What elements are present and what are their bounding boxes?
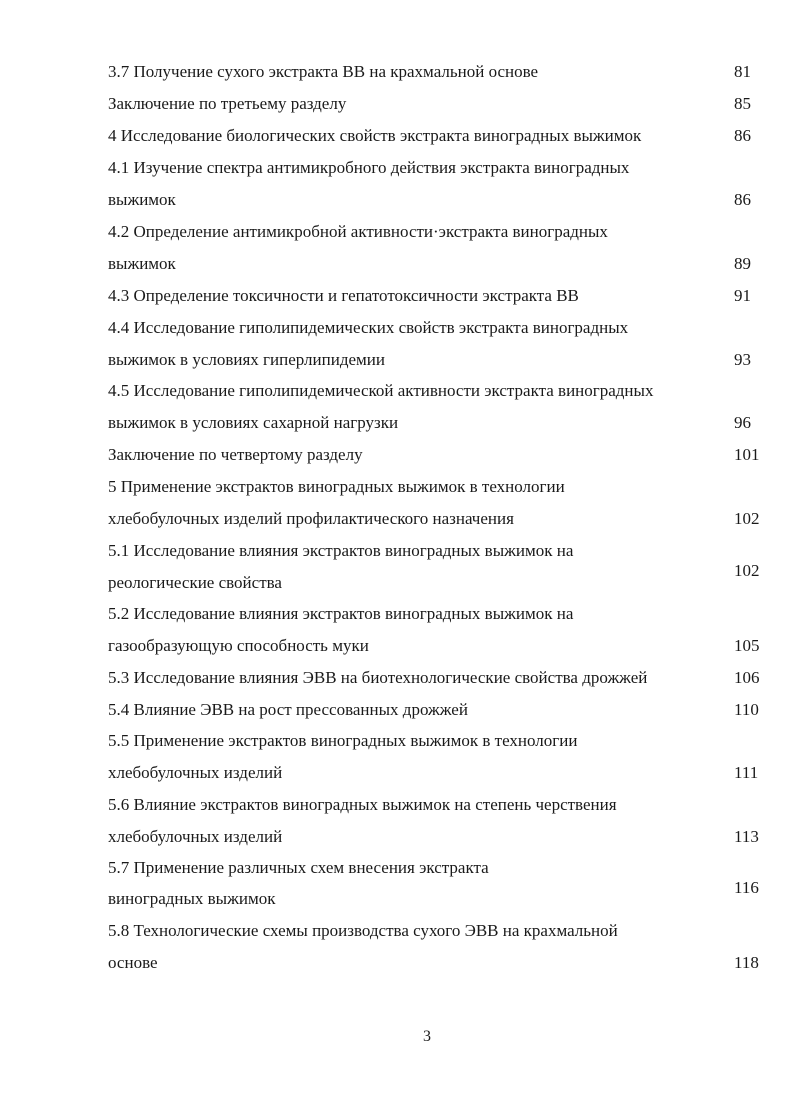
toc-entry-page: 101	[734, 445, 760, 464]
toc-entry-page: 110	[734, 700, 759, 719]
toc-entry-line: 4.2 Определение антимикробной активности·экстракта виноградных	[108, 222, 608, 241]
toc-entry-line: выжимок	[108, 254, 176, 273]
toc-entry-line: 5.8 Технологические схемы производства сухого ЭВВ на крахмальной	[108, 921, 618, 940]
toc-entry-page: 86	[734, 190, 751, 209]
toc-entry-line: 5 Применение экстрактов виноградных выжимок в технологии	[108, 477, 565, 496]
toc-entry-page: 106	[734, 668, 760, 687]
toc-entry-line: 5.3 Исследование влияния ЭВВ на биотехнологические свойства дрожжей	[108, 668, 648, 687]
toc-entry-line: хлебобулочных изделий профилактического назначения	[108, 509, 514, 528]
toc-entry-page: 113	[734, 827, 759, 846]
toc-entry-page: 93	[734, 350, 751, 369]
toc-entry-page: 118	[734, 953, 759, 972]
toc-entry-line: 5.5 Применение экстрактов виноградных выжимок в технологии	[108, 731, 578, 750]
toc-entry-line: 4.1 Изучение спектра антимикробного действия экстракта виноградных	[108, 158, 630, 177]
toc-entry-page: 102	[734, 509, 760, 528]
toc-entry-line: 4 Исследование биологических свойств экстракта виноградных выжимок	[108, 126, 642, 145]
toc-entry-page: 96	[734, 413, 751, 432]
toc-entry-line: 5.2 Исследование влияния экстрактов виноградных выжимок на	[108, 604, 574, 623]
toc-entry-line: виноградных выжимок	[108, 889, 276, 908]
page-number: 3	[423, 1028, 431, 1045]
toc-entry-line: хлебобулочных изделий	[108, 763, 283, 782]
toc-entry-line: 3.7 Получение сухого экстракта ВВ на крахмальной основе	[108, 62, 539, 81]
toc-entry-line: 4.5 Исследование гиполипидемической активности экстракта виноградных	[108, 381, 654, 400]
toc-entry-page: 102	[734, 561, 760, 580]
toc-entry-line: 5.6 Влияние экстрактов виноградных выжимок на степень черствения	[108, 795, 617, 814]
toc-entry-line: выжимок	[108, 190, 176, 209]
toc-entry-line: хлебобулочных изделий	[108, 827, 283, 846]
toc-entry-page: 91	[734, 286, 751, 305]
toc-entry-page: 81	[734, 62, 751, 81]
toc-entry-page: 116	[734, 878, 759, 897]
toc-entry-line: Заключение по четвертому разделу	[108, 445, 363, 464]
toc-entry-line: основе	[108, 953, 158, 972]
toc-entry-page: 111	[734, 763, 759, 782]
toc-entry-line: выжимок в условиях гиперлипидемии	[108, 350, 385, 369]
toc-entry-line: 5.1 Исследование влияния экстрактов виноградных выжимок на	[108, 541, 574, 560]
toc-entry-line: 5.7 Применение различных схем внесения экстракта	[108, 858, 489, 877]
toc-entry-line: газообразующую способность муки	[108, 636, 369, 655]
toc-entry-page: 86	[734, 126, 751, 145]
toc-entry-page: 105	[734, 636, 760, 655]
toc-entry-page: 85	[734, 94, 751, 113]
toc-entry-line: Заключение по третьему разделу	[108, 94, 347, 113]
toc-entry-line: 4.4 Исследование гиполипидемических свойств экстракта виноградных	[108, 318, 629, 337]
toc-entry-line: выжимок в условиях сахарной нагрузки	[108, 413, 399, 432]
toc-entry-line: реологические свойства	[108, 573, 282, 592]
toc-entry-page: 89	[734, 254, 751, 273]
toc-entry-line: 5.4 Влияние ЭВВ на рост прессованных дрожжей	[108, 700, 468, 719]
toc-entry-line: 4.3 Определение токсичности и гепатотоксичности экстракта ВВ	[108, 286, 579, 305]
